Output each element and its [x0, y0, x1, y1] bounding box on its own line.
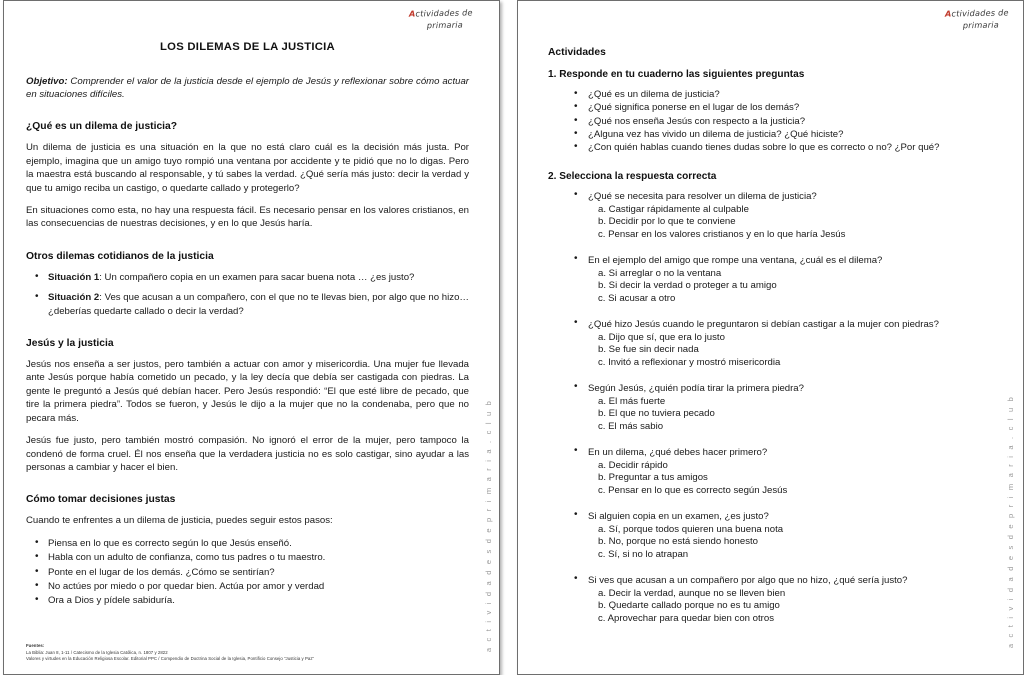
activities-title: Actividades	[548, 47, 606, 58]
mcq-item	[588, 190, 989, 241]
mcq-item	[588, 510, 989, 561]
objective-text: Comprender el valor de la justicia desde el ejemplo de Jesús y reflexionar sobre cómo actuar en situaciones difíciles.	[26, 76, 469, 101]
heading-jesus-justicia: Jesús y la justicia	[26, 338, 114, 350]
mcq-item	[588, 254, 989, 305]
brand-initial: A	[408, 8, 416, 19]
mcq-option[interactable]: b. Se fue sin decir nada	[598, 344, 699, 356]
mcq-option[interactable]: c. Si acusar a otro	[598, 292, 676, 304]
mcq-question: • Según Jesús, ¿quién podía tirar la primera piedra?	[588, 383, 804, 395]
heading-activity-1: 1. Responde en tu cuaderno las siguientes preguntas	[548, 69, 805, 80]
mcq-question: • En el ejemplo del amigo que rompe una ventana, ¿cuál es el dilema?	[588, 255, 883, 267]
mcq-option[interactable]: c. El más sabio	[598, 420, 664, 432]
mcq-options	[588, 460, 989, 498]
heading-otros-dilemas: Otros dilemas cotidianos de la justicia	[26, 250, 214, 262]
sources-line-1: La Biblia: Juan 8, 1-11 / Catecismo de la Iglesia Católica, n. 1807 y 2822	[26, 649, 168, 655]
list-item: • ¿Alguna vez has vivido un dilema de justicia? ¿Qué hiciste?	[588, 128, 989, 141]
mcq-question: • Si alguien copia en un examen, ¿es justo?	[588, 511, 769, 523]
situacion-text: : Ves que acusan a un compañero, con el que no te llevas bien, por algo que no hizo… ¿deberías quedarte callado o decir la verdad?	[48, 292, 469, 317]
list-item: • Ponte en el lugar de los demás. ¿Cómo se sentirían?	[48, 566, 469, 579]
mcq-options	[588, 524, 989, 562]
mcq-item	[588, 382, 989, 433]
page-title: LOS DILEMAS DE LA JUSTICIA	[160, 41, 335, 53]
mcq-item	[588, 446, 989, 497]
situacion-text: : Un compañero copia en un examen para sacar buena nota … ¿es justo?	[99, 271, 415, 283]
mcq-option[interactable]: a. Si arreglar o no la ventana	[598, 267, 722, 279]
mcq-option[interactable]: b. El que no tuviera pecado	[598, 408, 715, 420]
list-item: • Ora a Dios y pídele sabiduría.	[48, 594, 469, 607]
mcq-option[interactable]: b. Si decir la verdad o proteger a tu amigo	[598, 280, 777, 292]
list-item: • ¿Con quién hablas cuando tienes dudas sobre lo que es correcto o no? ¿Por qué?	[588, 141, 989, 154]
document-page-left	[3, 0, 500, 675]
mcq-question: • ¿Qué se necesita para resolver un dilema de justicia?	[588, 191, 817, 203]
list-item: • ¿Qué significa ponerse en el lugar de los demás?	[588, 101, 989, 114]
brand-logo	[945, 6, 1009, 31]
mcq-options	[588, 268, 989, 306]
pasos-list	[26, 537, 469, 608]
mcq-option[interactable]: b. Quedarte callado porque no es tu amigo	[598, 600, 780, 612]
document-page-right	[517, 0, 1024, 675]
mcq-option[interactable]: a. Decir la verdad, aunque no se lleven bien	[598, 587, 786, 599]
mcq-option[interactable]: b. Decidir por lo que te conviene	[598, 216, 736, 228]
situaciones-list	[26, 271, 469, 318]
mcq-question: • ¿Qué hizo Jesús cuando le preguntaron si debían castigar a la mujer con piedras?	[588, 319, 939, 331]
situacion-label: Situación 2	[48, 292, 100, 304]
list-item: • ¿Qué nos enseña Jesús con respecto a la justicia?	[588, 115, 989, 128]
paragraph-dilema-1: Un dilema de justicia es una situación en la que no está claro cuál es la decisión más justa. Por ejemplo, imagina que un amigo tuyo rompió una ventana por accidente y te pidió que no lo digas. Pero la maestra está buscando al responsable, y tú sabes la verdad. ¿Qué sería más justo: decir la verdad y que tu amigo reciba un castigo, o quedarte callado y protegerlo?	[26, 142, 469, 194]
mcq-option[interactable]: b. No, porque no está siendo honesto	[598, 536, 759, 548]
heading-decisiones-justas: Cómo tomar decisiones justas	[26, 494, 176, 506]
mcq-option[interactable]: a. Castigar rápidamente al culpable	[598, 203, 749, 215]
mcq-option[interactable]: c. Sí, si no lo atrapan	[598, 548, 689, 560]
mcq-option[interactable]: c. Pensar en lo que es correcto según Jesús	[598, 484, 788, 496]
activity2-question-list	[548, 190, 989, 625]
situacion-label: Situación 1	[48, 271, 100, 283]
list-item: • Habla con un adulto de confianza, como tus padres o tu maestro.	[48, 551, 469, 564]
mcq-option[interactable]: a. Sí, porque todos quieren una buena nota	[598, 523, 784, 535]
list-item: • Piensa en lo que es correcto según lo que Jesús enseñó.	[48, 537, 469, 550]
mcq-option[interactable]: c. Invitó a reflexionar y mostró misericordia	[598, 356, 781, 368]
mcq-option[interactable]: a. Decidir rápido	[598, 459, 668, 471]
mcq-options	[588, 588, 989, 626]
mcq-options	[588, 332, 989, 370]
mcq-question: • Si ves que acusan a un compañero por algo que no hizo, ¿qué sería justo?	[588, 575, 908, 587]
paragraph-dilema-2: En situaciones como esta, no hay una respuesta fácil. Es necesario pensar en los valores cristianos, en las consecuencias de nuestras decisiones, y en lo que Jesús haría.	[26, 205, 469, 230]
watermark-left: a c t i v i d a d e s d e p r i m a r i a . c l u b	[484, 398, 493, 652]
mcq-question: • En un dilema, ¿qué debes hacer primero?	[588, 447, 768, 459]
list-item	[48, 291, 469, 318]
sources-line-2: Valores y virtudes en la Educación Religiosa Escolar. Editorial PPC / Compendio de Doctrina Social de la Iglesia, Pontificio Consejo “Justicia y Paz”	[26, 655, 314, 661]
list-item	[48, 271, 469, 284]
sources-heading: Fuentes:	[26, 643, 45, 649]
mcq-option[interactable]: c. Aprovechar para quedar bien con otros	[598, 612, 774, 624]
paragraph-jesus-1: Jesús nos enseña a ser justos, pero también a actuar con amor y misericordia. Una mujer fue llevada ante Jesús porque había cometido un pecado, y la ley decía que debía ser castigada con piedras. La gente le preguntó a Jesús qué debían hacer. Pero Jesús respondió: “El que esté libre de pecado, que tire la primera piedra”. Todos se fueron, y Jesús le dijo a la mujer que no la condenaba, pero que no pecara más.	[26, 359, 469, 424]
watermark-right: a c t i v i d a d e s d e p r i m a r i a . c l u b	[1006, 394, 1015, 648]
mcq-options	[588, 204, 989, 242]
heading-activity-2: 2. Selecciona la respuesta correcta	[548, 171, 717, 183]
mcq-options	[588, 396, 989, 434]
mcq-option[interactable]: c. Pensar en los valores cristianos y en lo que haría Jesús	[598, 228, 846, 240]
brand-initial: A	[944, 8, 952, 19]
brand-line2: primaria	[426, 19, 464, 31]
paragraph-jesus-2: Jesús fue justo, pero también mostró compasión. No ignoró el error de la mujer, pero tampoco la condenó de forma cruel. Él nos enseña que la verdadera justicia no es solo castigar, sino ayudar a las personas a cambiar y hacer el bien.	[26, 435, 469, 473]
mcq-item	[588, 318, 989, 369]
list-item: • ¿Qué es un dilema de justicia?	[588, 88, 989, 101]
list-item: • No actúes por miedo o por quedar bien. Actúa por amor y verdad	[48, 580, 469, 593]
objective-label: Objetivo:	[26, 76, 68, 87]
objective-paragraph	[26, 75, 469, 101]
brand-line1: ctividades de	[951, 7, 1009, 19]
mcq-option[interactable]: a. El más fuerte	[598, 395, 666, 407]
brand-line2: primaria	[962, 19, 1000, 31]
mcq-item	[588, 574, 989, 625]
activity1-question-list	[548, 88, 989, 154]
heading-que-es-dilema: ¿Qué es un dilema de justicia?	[26, 121, 178, 133]
sources-footnote	[26, 643, 356, 662]
brand-line1: ctividades de	[415, 7, 473, 19]
brand-logo	[409, 6, 473, 31]
mcq-option[interactable]: a. Dijo que sí, que era lo justo	[598, 331, 725, 343]
mcq-option[interactable]: b. Preguntar a tus amigos	[598, 472, 708, 484]
paragraph-pasos-intro: Cuando te enfrentes a un dilema de justicia, puedes seguir estos pasos:	[26, 515, 333, 527]
